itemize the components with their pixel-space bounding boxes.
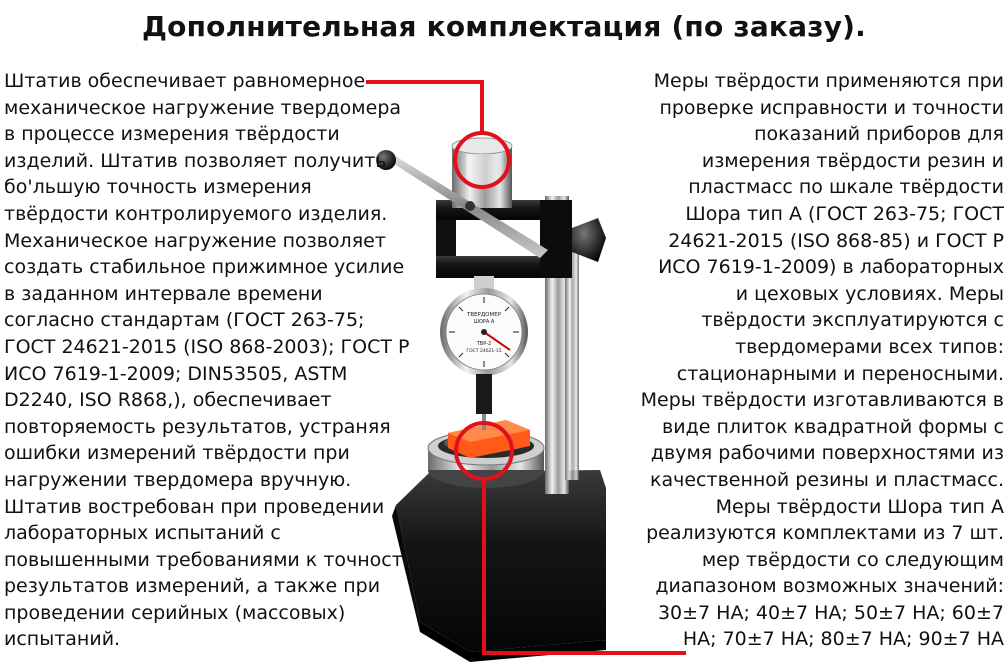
gauge-label-1: ТВЕРДОМЕР bbox=[466, 312, 502, 318]
durometer-body bbox=[476, 374, 492, 414]
stand-base bbox=[392, 470, 606, 662]
stand-description: Штатив обеспечивает равномерное механическое нагружение твердомера в процессе измерения твёрдости изделий. Штатив позволяет получить бо'льшую точность измерения твёрдости контролируемого изделия. Механическое нагружение позволяет создать стабильное прижимное усилие в заданном интервале времени согласно стандартам (ГОСТ 263-75; ГОСТ 24621-2015 (ISO 868-2003); ГОСТ Р ИСО 7619-1-2009; DIN53505, ASTM D2240, ISO R868,), обеспечивает повторяемость результатов, устраняя ошибки измерений твёрдости при нагружении твердомера вручную. Штатив востребован при проведении лабораторных испытаний с повышенными требованиями к точности результатов измерений, а также при проведении серийных (массовых) испытаний. bbox=[4, 70, 416, 651]
gauge-label-4: ГОСТ 24621-15 bbox=[466, 349, 502, 354]
page-title: Дополнительная комплектация (по заказу). bbox=[142, 10, 866, 43]
durometer-gauge bbox=[440, 276, 528, 430]
gauge-label-3: ТВР-2 bbox=[476, 341, 492, 347]
hardness-blocks-description: Меры твёрдости применяются при проверке исправности и точности показаний приборов для измерения твёрдости резин и пластмасс по шкале твёрдости Шора тип А (ГОСТ 263-75; ГОСТ 24621-2015 (ISO 868-85) и ГОСТ Р ИСО 7619-1-2009) в лабораторных и цеховых условиях. Меры твёрдости эксплуатируются с твердомерами всех типов: стационарными и переносными. Меры твёрдости изготавливаются в виде плиток квадратной формы с двумя рабочими поверхностями из качественной резины и пластмасс. Меры твёрдости Шора тип А реализуются комплектами из 7 шт. мер твёрдости со следующим диапазоном возможных значений: 30±7 НА; 40±7 НА; 50±7 НА; 60±7 НА; 70±7 НА; 80±7 НА; 90±7 НА bbox=[640, 70, 1004, 651]
gauge-label-2: ШОРА А bbox=[473, 319, 495, 325]
